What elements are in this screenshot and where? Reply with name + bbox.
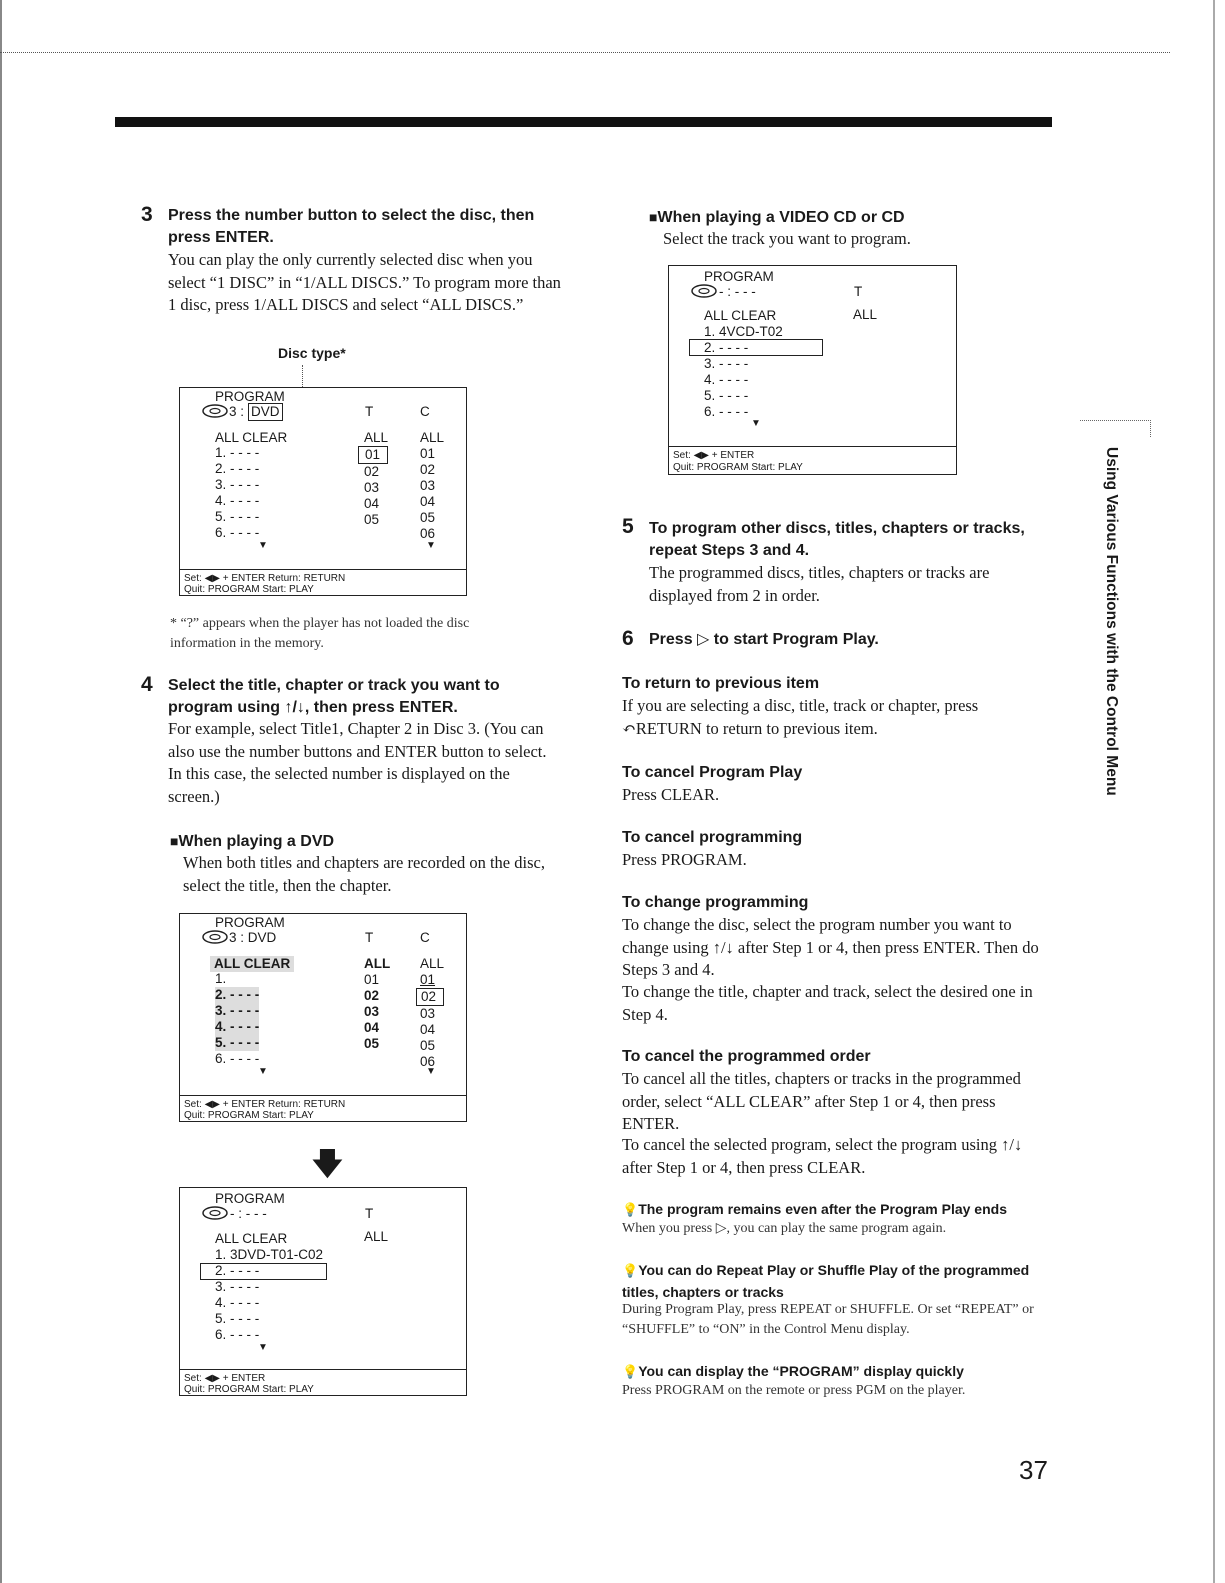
osd-c-value: 02 bbox=[420, 462, 436, 477]
osd-item: 6. - - - - bbox=[215, 1051, 260, 1066]
osd-item: 1. 4VCD-T02 bbox=[704, 324, 783, 339]
disc-icon bbox=[202, 404, 228, 422]
osd-col-c: C bbox=[420, 404, 430, 419]
osd-item: 3. - - - - bbox=[704, 356, 749, 371]
osd-selection-frame bbox=[689, 339, 823, 356]
osd-c-value: 04 bbox=[420, 1022, 436, 1037]
osd-c-value: 04 bbox=[420, 494, 436, 509]
tip-1-heading-text: The program remains even after the Program Play ends bbox=[638, 1201, 1007, 1217]
cancel-order-body-1: To cancel all the titles, chapters or tracks in the programmed order, select “ALL CLEAR” after Step 1 or 4, then press ENTER. bbox=[622, 1069, 1021, 1133]
osd-all-clear: ALL CLEAR bbox=[210, 956, 294, 972]
dvd-heading bbox=[170, 830, 334, 853]
step-5-number: 5 bbox=[622, 515, 634, 538]
osd-item: 4. - - - - bbox=[215, 1295, 260, 1310]
osd-item: 5. - - - - bbox=[215, 1035, 260, 1050]
osd-col-t: T bbox=[365, 930, 374, 945]
osd-c-list bbox=[420, 430, 444, 542]
osd-item: 6. - - - - bbox=[215, 1327, 260, 1342]
osd-title: PROGRAM bbox=[215, 389, 285, 404]
page-number: 37 bbox=[1019, 1455, 1048, 1485]
osd-title: PROGRAM bbox=[215, 1191, 285, 1206]
step-3-body: You can play the only currently selected disc when you select “1 DISC” in “1/ALL DISCS.” To program more than 1 disc, press 1/ALL DISCS and select “ALL DISCS.” bbox=[168, 250, 561, 314]
cancel-play-body: Press CLEAR. bbox=[622, 785, 720, 804]
program-display-result-dvd bbox=[179, 1187, 467, 1396]
osd-item: 6. - - - - bbox=[215, 525, 260, 540]
osd-footer-quit: Quit: PROGRAM Start: PLAY bbox=[184, 1384, 314, 1395]
osd-footer-quit: Quit: PROGRAM Start: PLAY bbox=[673, 462, 803, 473]
osd-c-value: 06 bbox=[420, 526, 436, 541]
osd-footer-quit: Quit: PROGRAM Start: PLAY bbox=[184, 1110, 314, 1121]
osd-t-value-selected: 01 bbox=[358, 446, 388, 464]
osd-col-t: T bbox=[365, 1206, 374, 1221]
osd-program-list bbox=[215, 1247, 323, 1343]
bulb-icon: 💡 bbox=[622, 1365, 639, 1380]
osd-item: 4. - - - - bbox=[704, 372, 749, 387]
disc-type-footnote: * “?” appears when the player has not loaded the disc information in the memory. bbox=[170, 616, 470, 651]
dvd-body: When both titles and chapters are recorded on the disc, select the title, then the chapter. bbox=[183, 853, 545, 895]
change-body-1: To change the disc, select the program number you want to change using ↑/↓ after Step 1 or 4, then press ENTER. Then do Steps 3 and 4. bbox=[622, 915, 1039, 979]
osd-disc: - : - - - bbox=[719, 284, 756, 299]
osd-disc-type-selected: DVD bbox=[248, 403, 283, 421]
step-4-heading: Select the title, chapter or track you want to program using ↑/↓, then press ENTER. bbox=[168, 677, 500, 716]
osd-divider bbox=[180, 569, 466, 570]
scroll-down-icon: ▼ bbox=[751, 418, 761, 429]
return-body: If you are selecting a disc, title, track or chapter, press ↶RETURN to return to previous item. bbox=[622, 696, 979, 738]
tip-3-heading bbox=[622, 1361, 1042, 1383]
disc-type-pointer bbox=[302, 365, 304, 389]
tip-2-heading bbox=[622, 1260, 1042, 1302]
osd-col-t: T bbox=[365, 404, 374, 419]
osd-all: ALL bbox=[364, 1229, 389, 1244]
down-arrow-icon: 🡇 bbox=[312, 1147, 343, 1182]
osd-t-value: ALL bbox=[364, 956, 391, 971]
cancel-order-heading: To cancel the programmed order bbox=[622, 1048, 871, 1065]
tip-3-body: Press PROGRAM on the remote or press PGM on the player. bbox=[622, 1383, 966, 1398]
step-3-heading: Press the number button to select the disc, then press ENTER. bbox=[168, 207, 535, 246]
osd-item: 5. - - - - bbox=[215, 509, 260, 524]
osd-col-t: T bbox=[854, 284, 863, 299]
osd-col-c: C bbox=[420, 930, 430, 945]
disc-icon bbox=[202, 1206, 228, 1224]
osd-c-value: 05 bbox=[420, 1038, 436, 1053]
osd-c-value: ALL bbox=[420, 956, 445, 971]
osd-c-list bbox=[420, 956, 444, 1070]
osd-c-value: 01 bbox=[420, 972, 436, 987]
osd-item: 2. - - - - bbox=[215, 1263, 260, 1278]
osd-t-value: 05 bbox=[364, 1036, 380, 1051]
cancel-programming-heading: To cancel programming bbox=[622, 829, 803, 846]
osd-footer-set: Set: ◀▶ + ENTER Return: RETURN bbox=[184, 573, 346, 584]
osd-item: 3. - - - - bbox=[215, 1003, 260, 1018]
osd-c-value-selected: 02 bbox=[416, 988, 444, 1006]
step-5-heading: To program other discs, titles, chapters or tracks, repeat Steps 3 and 4. bbox=[649, 520, 1025, 559]
vcd-heading-text: When playing a VIDEO CD or CD bbox=[657, 209, 905, 226]
osd-program-list bbox=[215, 971, 259, 1067]
osd-t-value: 04 bbox=[364, 496, 380, 511]
osd-footer-set: Set: ◀▶ + ENTER bbox=[184, 1373, 266, 1384]
osd-all-clear: ALL CLEAR bbox=[704, 308, 777, 323]
disc-icon bbox=[202, 930, 228, 948]
step-6-number: 6 bbox=[622, 627, 634, 650]
osd-item: 2. - - - - bbox=[215, 987, 260, 1002]
osd-divider bbox=[669, 446, 956, 447]
osd-c-value: 05 bbox=[420, 510, 436, 525]
scan-artifact-top bbox=[0, 52, 1170, 55]
osd-item: 1. bbox=[215, 971, 227, 986]
side-tab bbox=[1098, 447, 1118, 867]
osd-t-value: 04 bbox=[364, 1020, 380, 1035]
osd-item: 3. - - - - bbox=[215, 477, 260, 492]
osd-title: PROGRAM bbox=[215, 915, 285, 930]
osd-item: 4. - - - - bbox=[215, 493, 260, 508]
osd-t-list bbox=[364, 430, 388, 528]
osd-item: 5. - - - - bbox=[215, 1311, 260, 1326]
osd-all: ALL bbox=[853, 307, 878, 322]
osd-disc: - : - - - bbox=[230, 1206, 267, 1221]
scroll-down-icon: ▼ bbox=[426, 540, 436, 551]
osd-c-value: 03 bbox=[420, 1006, 436, 1021]
vcd-body: Select the track you want to program. bbox=[663, 229, 911, 248]
step-6-heading: Press ▷ to start Program Play. bbox=[649, 631, 879, 648]
vcd-heading bbox=[649, 206, 905, 229]
osd-item: 1. - - - - bbox=[215, 445, 260, 460]
disc-icon bbox=[691, 284, 717, 302]
dvd-heading-text: When playing a DVD bbox=[178, 833, 335, 850]
osd-all-clear: ALL CLEAR bbox=[215, 1231, 288, 1246]
osd-t-value: 05 bbox=[364, 512, 380, 527]
scroll-down-icon: ▼ bbox=[258, 1066, 268, 1077]
program-display-result-vcd bbox=[668, 265, 957, 475]
osd-all-clear: ALL CLEAR bbox=[215, 430, 288, 445]
side-tab-marker bbox=[1080, 420, 1151, 437]
scan-edge-right bbox=[1213, 0, 1215, 1583]
osd-selection-frame bbox=[200, 1263, 327, 1280]
osd-t-value: 01 bbox=[364, 972, 380, 987]
osd-t-list bbox=[364, 956, 390, 1052]
osd-t-value: 02 bbox=[364, 464, 380, 479]
step-4-number: 4 bbox=[141, 673, 153, 696]
osd-item: 4. - - - - bbox=[215, 1019, 260, 1034]
cancel-play-heading: To cancel Program Play bbox=[622, 764, 803, 781]
osd-c-value: 06 bbox=[420, 1054, 436, 1069]
disc-type-label: Disc type* bbox=[278, 345, 346, 361]
cancel-order-body-2: To cancel the selected program, select the program using ↑/↓ after Step 1 or 4, then press CLEAR. bbox=[622, 1135, 1023, 1177]
scroll-down-icon: ▼ bbox=[258, 540, 268, 551]
osd-footer-set: Set: ◀▶ + ENTER Return: RETURN bbox=[184, 1099, 346, 1110]
osd-footer-quit: Quit: PROGRAM Start: PLAY bbox=[184, 584, 314, 595]
step-4-body: For example, select Title1, Chapter 2 in Disc 3. (You can also use the number buttons and ENTER button to select. In this case, the selected number is displayed on the screen.) bbox=[168, 719, 547, 806]
osd-t-value: 03 bbox=[364, 1004, 380, 1019]
step-5-body: The programmed discs, titles, chapters or tracks are displayed from 2 in order. bbox=[649, 563, 990, 605]
osd-item: 3. - - - - bbox=[215, 1279, 260, 1294]
osd-title: PROGRAM bbox=[704, 269, 774, 284]
tip-1-heading bbox=[622, 1199, 1042, 1221]
osd-t-value: ALL bbox=[364, 430, 389, 445]
osd-item: 6. - - - - bbox=[704, 404, 749, 419]
osd-t-value: 02 bbox=[364, 988, 380, 1003]
header-rule bbox=[115, 117, 1052, 127]
program-display-disc bbox=[179, 387, 467, 596]
scan-edge-left bbox=[0, 0, 2, 1583]
osd-item: 1. 3DVD-T01-C02 bbox=[215, 1247, 324, 1262]
osd-item: 2. - - - - bbox=[215, 461, 260, 476]
osd-item: 5. - - - - bbox=[704, 388, 749, 403]
osd-divider bbox=[180, 1369, 466, 1370]
change-heading: To change programming bbox=[622, 894, 809, 911]
cancel-programming-body: Press PROGRAM. bbox=[622, 850, 747, 869]
tip-2-heading-text: You can do Repeat Play or Shuffle Play of the programmed titles, chapters or tracks bbox=[622, 1262, 1030, 1300]
osd-c-value: ALL bbox=[420, 430, 445, 445]
osd-disc-number: 3 : bbox=[229, 404, 245, 419]
scroll-down-icon: ▼ bbox=[258, 1342, 268, 1353]
osd-program-list bbox=[215, 445, 259, 541]
side-tab-label: Using Various Functions with the Control Menu bbox=[1103, 447, 1120, 796]
bulb-icon: 💡 bbox=[622, 1264, 639, 1279]
osd-c-value: 03 bbox=[420, 478, 436, 493]
step-3-number: 3 bbox=[141, 203, 153, 226]
tip-1-body: When you press ▷, you can play the same program again. bbox=[622, 1221, 947, 1236]
program-display-chapter bbox=[179, 913, 467, 1122]
osd-item: 2. - - - - bbox=[704, 340, 749, 355]
tip-3-heading-text: You can display the “PROGRAM” display quickly bbox=[638, 1363, 964, 1379]
scroll-down-icon: ▼ bbox=[426, 1066, 436, 1077]
osd-disc: 3 : DVD bbox=[229, 930, 277, 945]
osd-divider bbox=[180, 1095, 466, 1096]
bulb-icon: 💡 bbox=[622, 1203, 639, 1218]
change-body-2: To change the title, chapter and track, select the desired one in Step 4. bbox=[622, 982, 1033, 1024]
osd-footer-set: Set: ◀▶ + ENTER bbox=[673, 450, 755, 461]
osd-c-value: 01 bbox=[420, 446, 436, 461]
return-heading: To return to previous item bbox=[622, 675, 820, 692]
tip-2-body: During Program Play, press REPEAT or SHUFFLE. Or set “REPEAT” or “SHUFFLE” to “ON” in the Control Menu display. bbox=[622, 1302, 1034, 1337]
osd-t-value: 03 bbox=[364, 480, 380, 495]
